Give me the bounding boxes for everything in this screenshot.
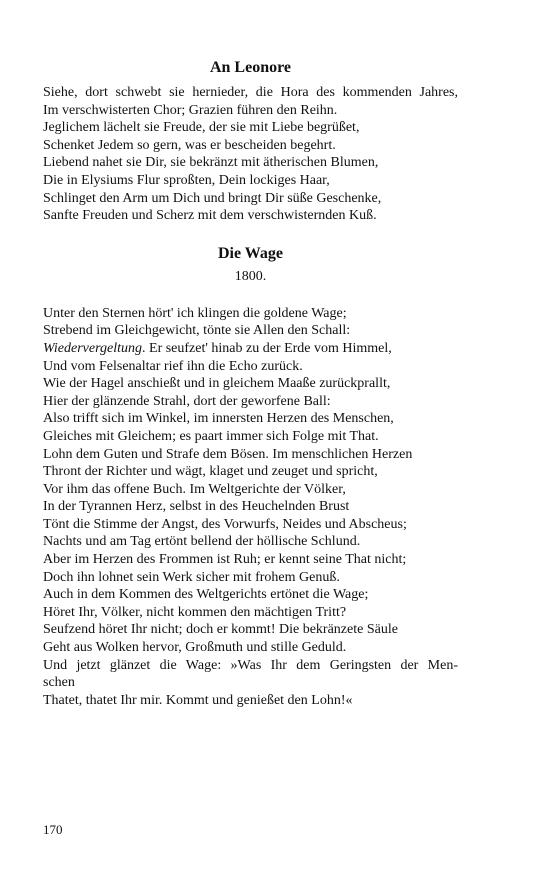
poem-line: schen [43,675,75,691]
poem-line: Thatet, thatet Ihr mir. Kommt und genießet den Lohn!« [43,692,353,708]
poem-line: Im verschwisterten Chor; Grazien führen den Reihn. [43,102,338,118]
poem-line: Jeglichem lächelt sie Freude, der sie mit Liebe begrüßet, [43,120,360,136]
poem-line: Höret Ihr, Völker, nicht kommen den mächtigen Tritt? [43,604,347,620]
poem-title-die-wage: Die Wage [217,244,284,262]
poem-line: Unter den Sternen hört' ich klingen die goldene Wage; [43,305,347,321]
page-content [43,58,458,709]
poem-line: Strebend im Gleichgewicht, tönte sie Allen den Schall: [43,323,351,339]
poem-line: Wiedervergeltung. Er seufzet' hinab zu der Erde vom Himmel, [43,340,392,356]
poem-line: Aber im Herzen des Frommen ist Ruh; er kennt seine That nicht; [43,552,407,568]
poem-line: Lohn dem Guten und Strafe dem Bösen. Im menschlichen Herzen [43,446,413,462]
poem-line: Seufzend höret Ihr nicht; doch er kommt! Die bekränzete Säule [43,622,398,638]
poem-line: Und jetzt glänzet die Wage: »Was Ihr dem Geringsten der Men- [43,657,458,673]
poem-line: Also trifft sich im Winkel, im innersten Herzen des Menschen, [43,411,394,427]
poem-line: Thront der Richter und wägt, klaget und zeuget und spricht, [43,464,378,480]
poem-line: Auch in dem Kommen des Weltgerichts ertönet die Wage; [43,587,369,603]
poem-line: Tönt die Stimme der Angst, des Vorwurfs, Neides und Abscheus; [43,516,407,532]
poem-line: Und vom Felsenaltar rief ihn die Echo zurück. [43,358,303,374]
poem-line: Schlinget den Arm um Dich und bringt Dir süße Geschenke, [43,190,382,206]
poem-title-an-leonore: An Leonore [209,59,292,76]
poem-line: Doch ihn lohnet sein Werk sicher mit frohem Genuß. [43,569,340,585]
poem-line: Gleiches mit Gleichem; es paart immer sich Folge mit That. [43,428,379,444]
page-number: 170 [43,822,63,837]
poem-date: 1800. [234,268,267,284]
poem-line: In der Tyrannen Herz, selbst in des Heuchelnden Brust [43,499,350,515]
poem-line: Liebend nahet sie Dir, sie bekränzt mit ätherischen Blumen, [43,155,379,171]
poem-die-wage [43,305,458,710]
poem-line: Nachts und am Tag ertönt bellend der höllische Schlund. [43,534,361,550]
poem-line: Schenket Jedem so gern, was er bescheiden begehrt. [43,137,336,153]
poem-line: Die in Elysiums Flur sproßten, Dein lockiges Haar, [43,172,330,188]
poem-line: Wie der Hagel anschießt und in gleichem Maaße zurückprallt, [43,376,391,392]
poem-line: Hier der glänzende Strahl, dort der geworfene Ball: [43,393,331,409]
poem-line: Sanfte Freuden und Scherz mit dem verschwisternden Kuß. [43,208,377,224]
poem-line: Geht aus Wolken hervor, Großmuth und stille Geduld. [43,640,347,656]
poem-line: Siehe, dort schwebt sie hernieder, die Hora des kommenden Jahres, [43,85,458,100]
poem-an-leonore [43,84,458,225]
poem-line: Vor ihm das offene Buch. Im Weltgerichte der Völker, [43,481,346,497]
